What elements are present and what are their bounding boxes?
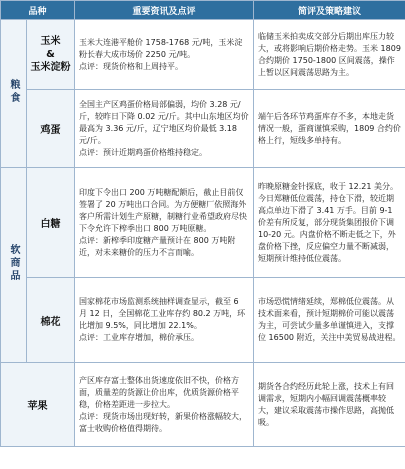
advice-cell: 临储玉米拍卖成交部分后期出库压力较大，或将影响后期价格走势。玉米 1809 合约期价 1750-1800 区间震荡，操作上暂以区间震荡思路为主。 — [254, 20, 405, 90]
advice-cell: 端午后各环节鸡蛋库存不多，本地走货情况一般，蛋商谨慎采购，1809 合约价格上行，短线多单持有。 — [254, 90, 405, 168]
news-cell: 产区库存富士整体出货速度依旧不快，价格方面，质量差的货源让价出库，优质货源价格平稳，价格差距进一步拉大。 点评：现货市场出现好转，新果价格涨幅较大，富士收购价格值得期待。 — [75, 363, 254, 447]
advice-cell: 期货各合约经历此轮上涨，技术上有回调需求，短期内小幅回调震荡概率较大，建议采取震荡市操作思路，高抛低吸。 — [254, 363, 405, 447]
news-cell: 国家棉花市场监测系统抽样调查显示，截至 6 月 12 日，全国棉花工业库存约 80.2 万吨，环比增加 9.5%，同比增加 22.1%。 点评：工业库存增加，棉价承压。 — [75, 278, 254, 363]
table-row — [1, 168, 405, 278]
news-cell: 玉米大连港平舱价 1758-1768 元/吨，玉米淀粉长春大成市场价 2250 元/吨。 点评：现货价格和上周持平。 — [75, 20, 254, 90]
item-egg: 鸡蛋 — [27, 90, 75, 168]
advice-cell: 市场恐慌情绪延续，郑棉低位震荡。从技术面来看，预计短期棉价可能以震荡为主，可尝试少量多单谨慎进入，支撑位 16500 附近，关注中美贸易战进程。 — [254, 278, 405, 363]
header-row — [1, 1, 405, 20]
table-row — [1, 363, 405, 447]
news-cell: 全国主产区鸡蛋价格局部偏弱，均价 3.28 元/斤，较昨日下降 0.02 元/斤。其中山东地区均价最高为 3.36 元/斤，辽宁地区均价最低 3.18 元/斤。 点评：预计近期鸡蛋价格维持稳定。 — [75, 90, 254, 168]
item-cotton: 棉花 — [27, 278, 75, 363]
item-apple: 苹果 — [1, 363, 75, 447]
header-variety: 品种 — [1, 1, 75, 20]
item-sugar: 白糖 — [27, 168, 75, 278]
category-soft: 软商品 — [1, 168, 27, 363]
header-news: 重要资讯及点评 — [75, 1, 254, 20]
category-grain: 粮食 — [1, 20, 27, 168]
news-cell: 印度下令出口 200 万吨糖配额后，截止目前仅签署了 20 万吨出口合同。为方便糖厂依照海外客户所需计划生产原糖，制糖行业希望政府尽快下令允许下榨季出口 800 万吨原糖。 点评：新榨季印度糖产量预计在 800 万吨附近，对未来糖价的压力不言而喻。 — [75, 168, 254, 278]
table-row — [1, 278, 405, 363]
item-corn: 玉米 & 玉米淀粉 — [27, 20, 75, 90]
table-row — [1, 90, 405, 168]
table-row — [1, 20, 405, 90]
advice-cell: 昨晚原糖金针探底，收于 12.21 美分。今日郑糖低位震荡，持仓下滑，较近期高点单边下滑了 3.41 万手。目前 9-1 价差有所反复，部分现货集团报价下调 10-20 元。内盘价格不断走低之下，外盘价格下挫，反应偏空力量不断减弱，短期预计维持低位震荡。 — [254, 168, 405, 278]
header-advice: 简评及策略建议 — [254, 1, 405, 20]
